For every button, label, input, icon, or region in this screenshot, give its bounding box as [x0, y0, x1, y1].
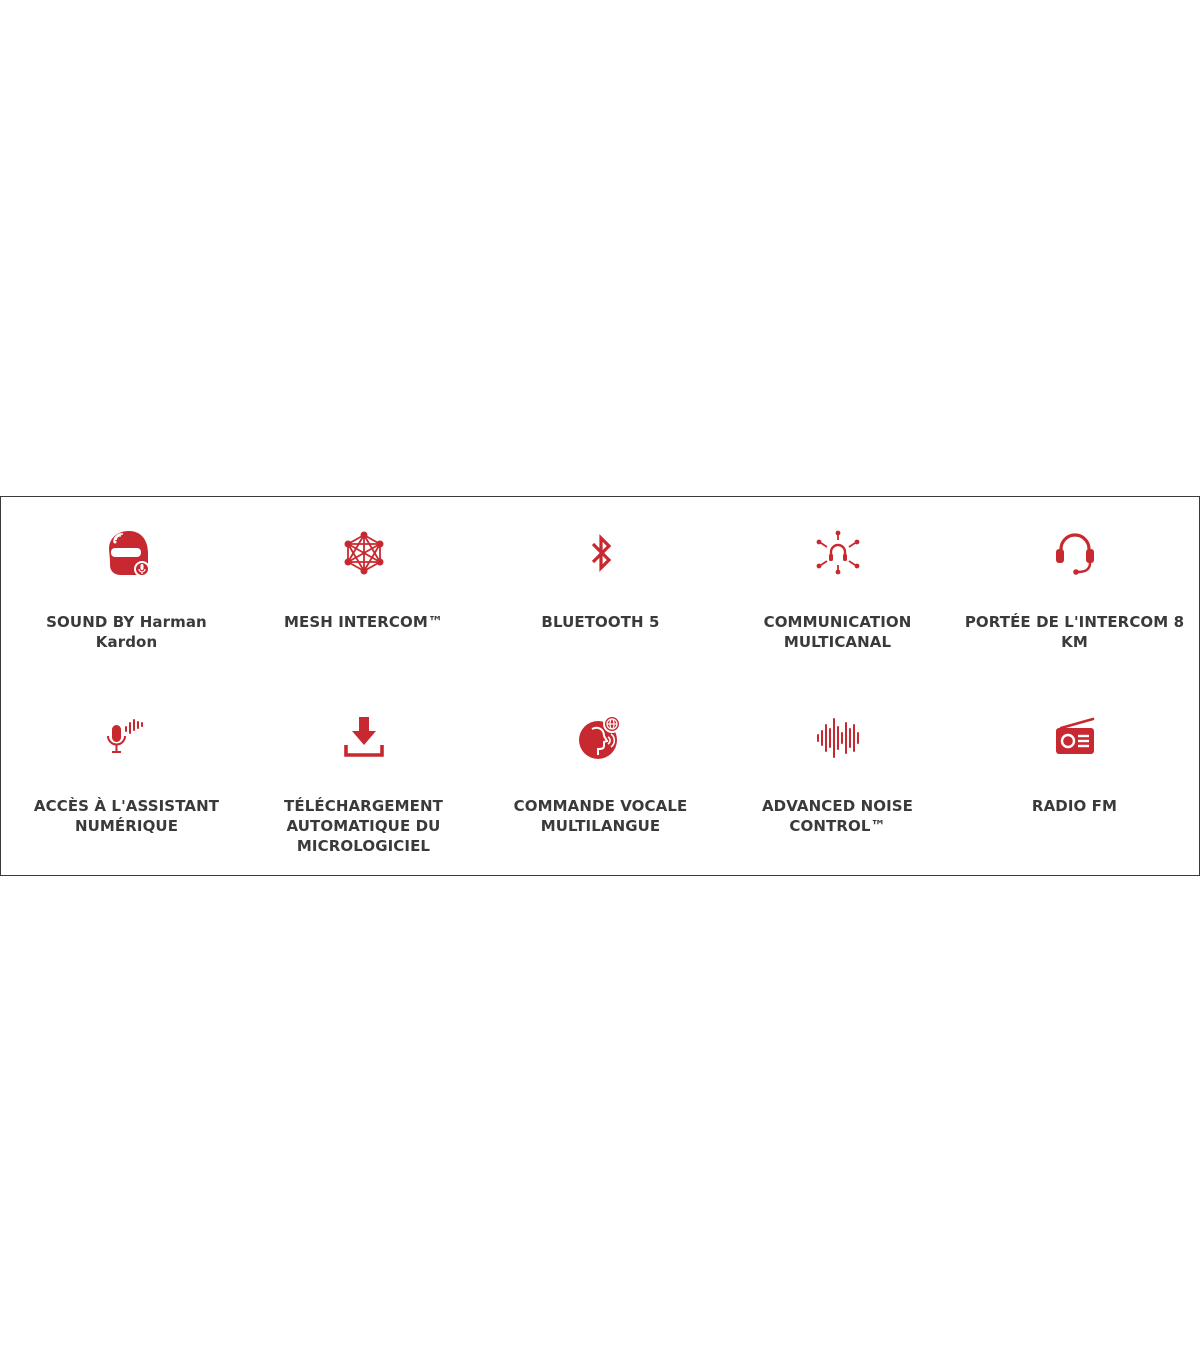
feature-label: MESH INTERCOM™: [283, 613, 443, 631]
features-panel: [0, 496, 1200, 876]
mesh-network-icon: [338, 527, 390, 579]
sound-wave-icon: [812, 711, 864, 763]
headset-microphone-icon: [1049, 527, 1101, 579]
feature-label: PORTÉE DE L'INTERCOM 8 KM: [964, 613, 1185, 651]
bluetooth-icon: [575, 527, 627, 579]
multilanguage-voice-command-icon: [575, 711, 627, 763]
voice-assistant-microphone-icon: [101, 711, 153, 763]
feature-label: COMMUNICATION MULTICANAL: [763, 613, 912, 651]
feature-label: RADIO FM: [1031, 797, 1118, 815]
feature-label: BLUETOOTH 5: [541, 613, 660, 631]
feature-label: SOUND BY Harman Kardon: [46, 613, 207, 651]
download-icon: [338, 711, 390, 763]
feature-label: TÉLÉCHARGEMENT AUTOMATIQUE DU MICROLOGICIEL: [284, 797, 443, 855]
multichannel-headset-icon: [812, 527, 864, 579]
feature-label: COMMANDE VOCALE MULTILANGUE: [513, 797, 688, 835]
fm-radio-icon: [1049, 711, 1101, 763]
harman-kardon-helmet-icon: [101, 527, 153, 579]
feature-label: ADVANCED NOISE CONTROL™: [761, 797, 914, 835]
feature-label: ACCÈS À L'ASSISTANT NUMÉRIQUE: [33, 797, 220, 835]
